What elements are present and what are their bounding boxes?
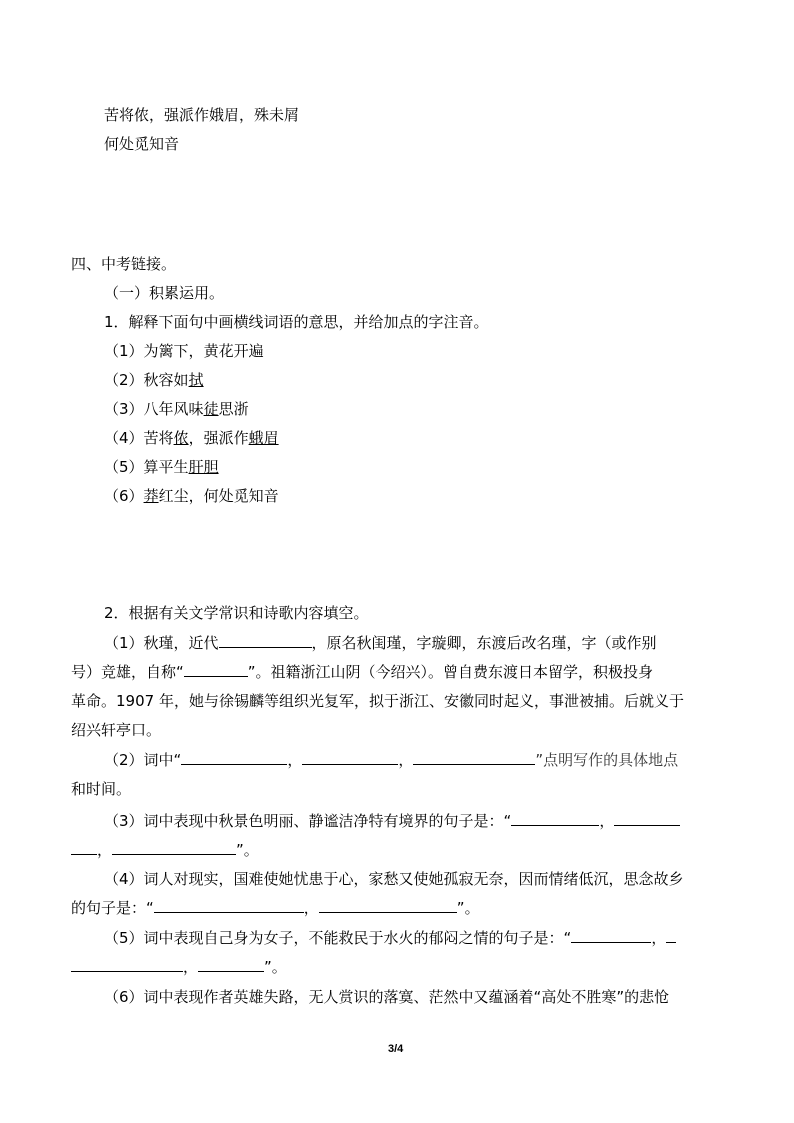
blank[interactable] <box>302 750 398 765</box>
poem-line-2: 何处觅知音 <box>104 135 180 153</box>
q2-p4-line1: （4）词人对现实，国难使她忧患于心，家愁又使她孤寂无奈，因而情绪低沉，思念故乡 <box>104 870 684 888</box>
q2-p1-line3: 革命。1907 年，她与徐锡麟等组织光复军，拟于浙江、安徽同时起义，事泄被捕。后就义于 <box>71 692 684 710</box>
blank[interactable] <box>219 633 312 648</box>
subsection-title: （一）积累运用。 <box>104 284 225 302</box>
blank[interactable] <box>319 898 457 913</box>
section-title: 四、中考链接。 <box>71 255 177 273</box>
blank[interactable] <box>666 928 676 943</box>
q1-item-5: （5）算平生肝胆 <box>104 458 219 476</box>
blank[interactable] <box>184 662 248 677</box>
blank[interactable] <box>154 898 304 913</box>
q2-p5-line2: ， ”。 <box>71 957 287 977</box>
page-number: 3/4 <box>388 1043 404 1055</box>
q1-item-3: （3）八年风味徒思浙 <box>104 400 249 418</box>
blank[interactable] <box>198 957 264 972</box>
q2-p1-line4: 绍兴轩亭口。 <box>71 721 162 739</box>
q2-p2-line1: （2）词中“ ， ， ”点明写作的具体地点 <box>104 751 679 769</box>
q2-p5-line1: （5）词中表现自己身为女子，不能救民于水火的郁闷之情的句子是：“ ， <box>104 928 676 948</box>
q1-item-2: （2）秋容如拭 <box>104 371 204 389</box>
q2-p4-line2: 的句子是：“ ， ”。 <box>71 899 480 917</box>
blank[interactable] <box>614 811 680 826</box>
q2-p6-line1: （6）词中表现作者英雄失路，无人赏识的落寞、茫然中又蕴涵着“高处不胜寒”的悲怆 <box>104 988 670 1006</box>
q2-p3-line2: ， ”。 <box>71 840 259 860</box>
q1-item-6: （6）莽红尘，何处觅知音 <box>104 487 279 505</box>
question-1-prompt: 1．解释下面句中画横线词语的意思，并给加点的字注音。 <box>104 313 489 331</box>
poem-line-1: 苦将侬，强派作娥眉，殊未屑 <box>104 106 300 124</box>
blank[interactable] <box>413 750 535 765</box>
blank[interactable] <box>511 811 599 826</box>
q2-p3-line1: （3）词中表现中秋景色明丽、静谧洁净特有境界的句子是：“ ， <box>104 811 680 831</box>
blank[interactable] <box>181 750 287 765</box>
question-2-prompt: 2．根据有关文学常识和诗歌内容填空。 <box>104 604 369 622</box>
blank[interactable] <box>71 957 183 972</box>
q2-p1-line2: 号）竞雄，自称“ ”。祖籍浙江山阴（今绍兴）。曾自费东渡日本留学，积极投身 <box>71 663 654 681</box>
blank[interactable] <box>112 840 236 855</box>
q1-item-1: （1）为篱下，黄花开遍 <box>104 342 264 360</box>
q1-item-4: （4）苦将侬，强派作蛾眉 <box>104 429 279 447</box>
blank[interactable] <box>71 840 97 855</box>
q2-p1-line1: （1）秋瑾，近代 ，原名秋闺瑾，字璇卿，东渡后改名瑾，字（或作别 <box>104 634 657 652</box>
blank[interactable] <box>571 928 651 943</box>
q2-p2-line2: 和时间。 <box>71 780 132 798</box>
